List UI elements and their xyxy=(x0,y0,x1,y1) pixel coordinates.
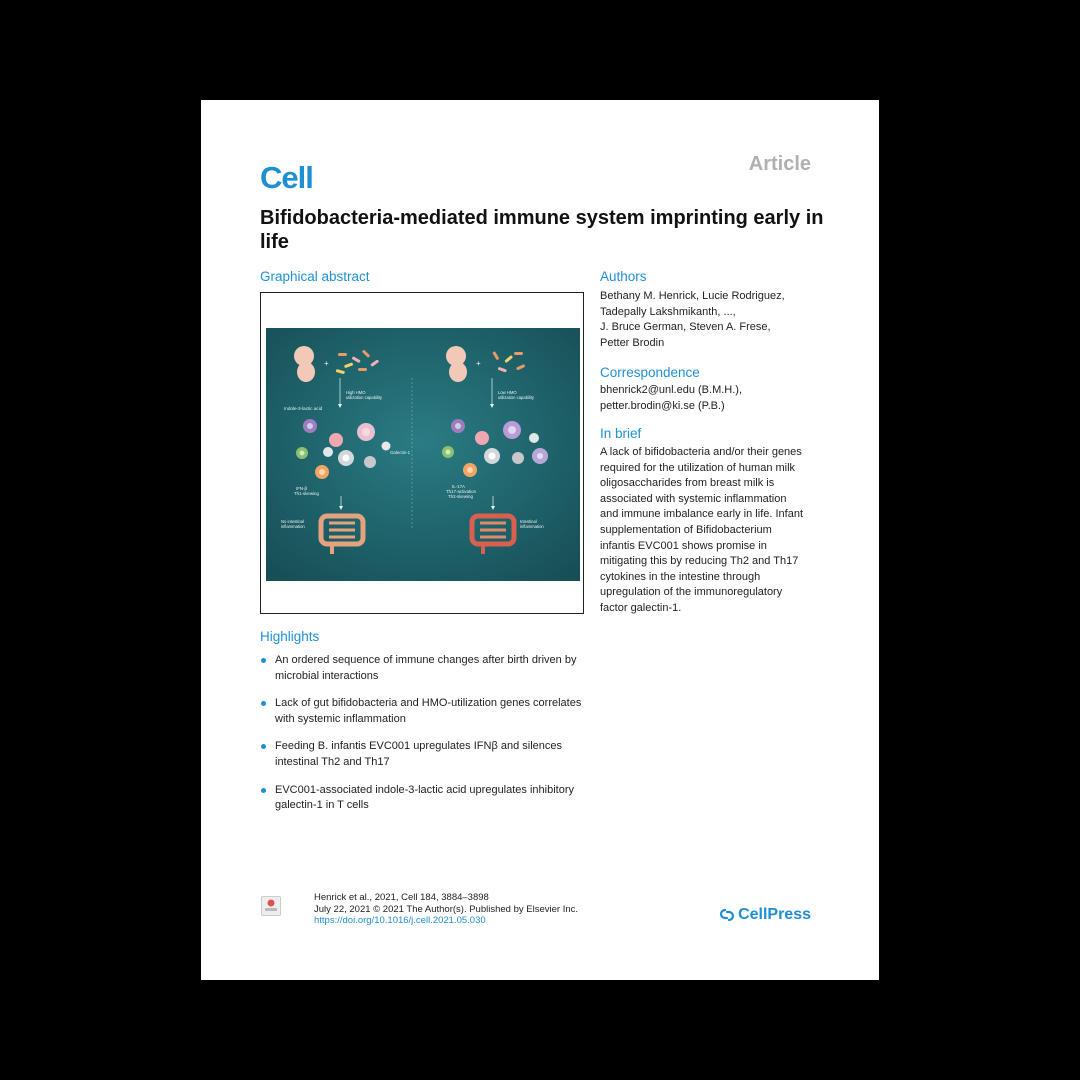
highlights-heading: Highlights xyxy=(260,629,320,644)
left-cytokine-label: IFN-β Th1-skewing xyxy=(294,486,319,496)
article-title: Bifidobacteria-mediated immune system imprinting early in life xyxy=(260,207,824,253)
cellpress-logo: CellPress xyxy=(719,906,811,924)
citation-block xyxy=(314,892,734,927)
copyright-line: July 22, 2021 © 2021 The Author(s). Published by Elsevier Inc. xyxy=(314,903,579,915)
authors-line: J. Bruce German, Steven A. Frese, xyxy=(600,321,771,334)
cellpress-link-icon xyxy=(719,907,735,923)
check-for-updates-badge[interactable] xyxy=(261,896,281,916)
in-brief-text: A lack of bifidobacteria and/or their genes required for the utilization of human milk oligosaccharides from breast milk is associated with systemic inflammation and immune imbalance early in life. Infant supplementation of Bifidobacterium infantis EVC001 shows promise in mitigating this by reducing Th2 and Th17 cytokines in the intestine through upregulation of the immunoregulatory factor galectin-1. xyxy=(600,446,803,614)
email-link[interactable]: petter.brodin@ki.se (P.B.) xyxy=(600,399,725,412)
svg-text:+: + xyxy=(476,359,481,368)
graphical-abstract-heading: Graphical abstract xyxy=(260,269,370,284)
article-type-label: Article xyxy=(748,153,811,175)
doi-link[interactable]: https://doi.org/10.1016/j.cell.2021.05.030 xyxy=(314,915,486,926)
galectin-label: Galectin-1 xyxy=(390,450,411,455)
authors-line: Petter Brodin xyxy=(600,336,665,349)
right-outcome-label: Intestinal inflammation xyxy=(520,519,544,529)
right-capability-label: Low HMO utilization capability xyxy=(498,390,535,400)
in-brief-heading: In brief xyxy=(600,426,642,441)
authors-list xyxy=(600,289,830,351)
email-link[interactable]: bhenrick2@unl.edu (B.M.H.), xyxy=(600,384,743,396)
highlights-list xyxy=(260,653,590,826)
metabolite-label: Indole-3-lactic acid xyxy=(284,406,323,411)
graphical-abstract-figure xyxy=(266,328,580,581)
journal-logo: Cell xyxy=(260,160,313,195)
authors-heading: Authors xyxy=(600,269,647,284)
authors-line: Tadepally Lakshmikanth, ..., xyxy=(600,305,736,318)
highlight-item: EVC001-associated indole-3-lactic acid upregulates inhibitory galectin-1 in T cells xyxy=(260,783,590,814)
highlight-item: An ordered sequence of immune changes after birth driven by microbial interactions xyxy=(260,653,590,684)
correspondence-heading: Correspondence xyxy=(600,365,700,380)
citation: Henrick et al., 2021, Cell 184, 3884–3898 xyxy=(314,892,489,903)
authors-line: Bethany M. Henrick, Lucie Rodriguez, xyxy=(600,290,785,302)
check-updates-icon xyxy=(262,897,280,915)
right-cytokine-label: IL-17A Th17-activation Th2-skewing xyxy=(446,484,477,499)
left-capability-label: High HMO utilization capability xyxy=(346,390,383,400)
left-outcome-label: No intestinal inflammation xyxy=(281,519,305,529)
highlight-item: Feeding B. infantis EVC001 upregulates IFNβ and silences intestinal Th2 and Th17 xyxy=(260,739,590,770)
highlight-item: Lack of gut bifidobacteria and HMO-utilization genes correlates with systemic inflammation xyxy=(260,696,590,727)
svg-text:+: + xyxy=(324,359,329,368)
article-page xyxy=(201,100,879,980)
graphical-abstract-frame xyxy=(260,292,584,614)
correspondence-emails xyxy=(600,383,830,414)
